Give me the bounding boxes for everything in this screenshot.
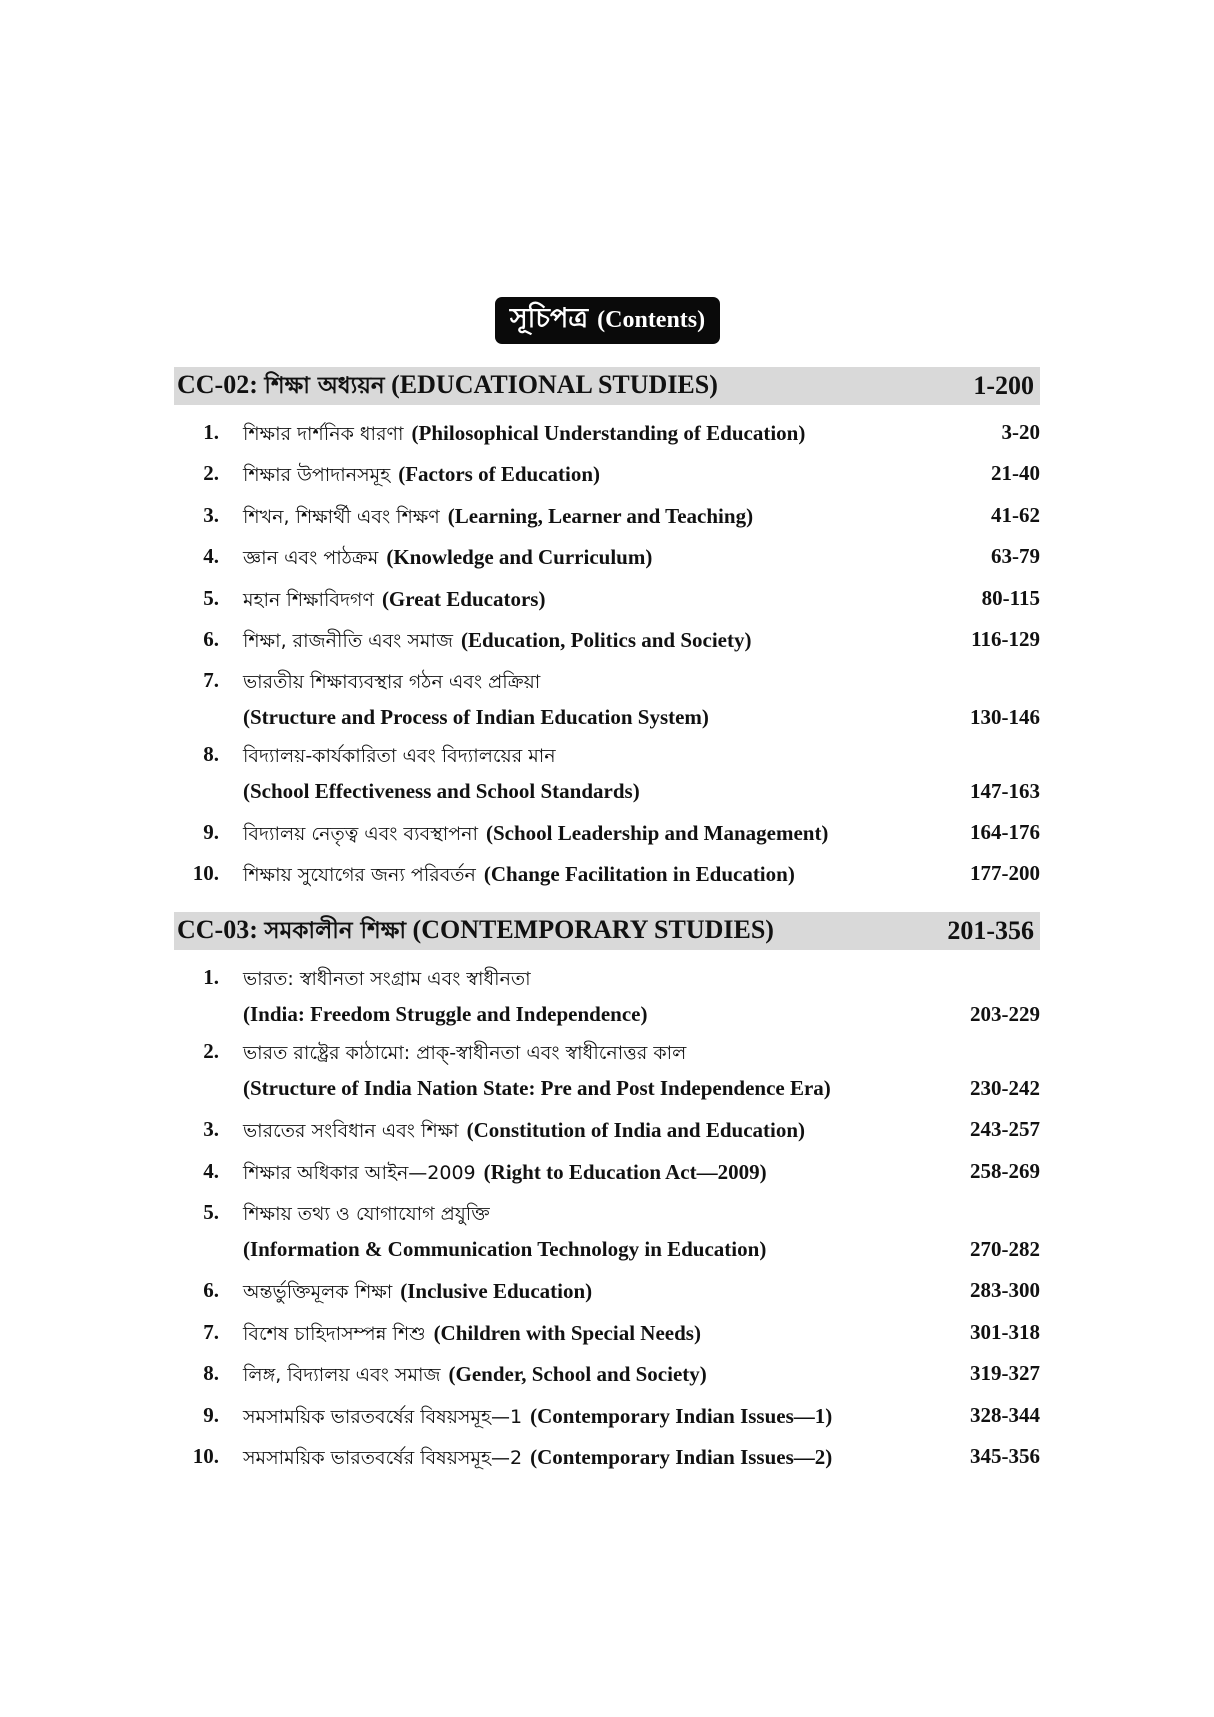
- entry-title-bengali: শিক্ষায় তথ্য ও যোগাযোগ প্রযুক্তি: [243, 1203, 490, 1225]
- entry-pages: 63-79: [991, 544, 1040, 568]
- section-title-english: (CONTEMPORARY STUDIES): [412, 914, 774, 944]
- entry-pages: 177-200: [970, 861, 1040, 885]
- contents-title: [495, 297, 720, 344]
- entry-pages: 147-163: [970, 779, 1040, 803]
- section-title-bengali: সমকালীন শিক্ষা: [264, 917, 407, 944]
- entry-title-bengali: লিঙ্গ, বিদ্যালয় এবং সমাজ: [243, 1364, 441, 1386]
- entry-pages: 41-62: [991, 503, 1040, 527]
- entry-title-bengali: ভারতের সংবিধান এবং শিক্ষা: [243, 1120, 459, 1142]
- entry-number: 9.: [203, 820, 219, 844]
- entry-title-english: (Inclusive Education): [400, 1279, 593, 1303]
- toc-entry[interactable]: [174, 668, 1040, 742]
- entry-number: 1.: [203, 420, 219, 444]
- section-title-bengali: শিক্ষা অধ্যয়ন: [264, 372, 385, 399]
- entry-number: 4.: [203, 544, 219, 568]
- entry-title-english: (Change Facilitation in Education): [483, 862, 795, 886]
- entry-title-english: (Information & Communication Technology in Education): [243, 1237, 767, 1261]
- entry-number: 7.: [203, 668, 219, 692]
- toc-entry[interactable]: [174, 1039, 1040, 1113]
- entry-title-bengali: ভারত: স্বাধীনতা সংগ্রাম এবং স্বাধীনতা: [243, 968, 531, 990]
- entry-title-english: (Philosophical Understanding of Education): [411, 421, 806, 445]
- entry-number: 3.: [203, 1117, 219, 1141]
- entry-number: 5.: [203, 586, 219, 610]
- section-pages: 1-200: [973, 371, 1034, 400]
- entry-pages: 328-344: [970, 1403, 1040, 1427]
- entry-title-english: (Constitution of India and Education): [466, 1118, 806, 1142]
- entry-title-bengali: শিক্ষায় সুযোগের জন্য পরিবর্তন: [243, 864, 476, 886]
- entry-number: 3.: [203, 503, 219, 527]
- entry-pages: 258-269: [970, 1159, 1040, 1183]
- section-header-cc02: [174, 367, 1040, 405]
- entry-pages: 3-20: [1001, 420, 1040, 444]
- entry-pages: 230-242: [970, 1076, 1040, 1100]
- entry-title-bengali: শিক্ষার দার্শনিক ধারণা: [243, 423, 404, 445]
- entry-number: 1.: [203, 965, 219, 989]
- entry-title-english: (Contemporary Indian Issues—1): [530, 1404, 833, 1428]
- section-header-cc03: [174, 912, 1040, 950]
- entry-title-bengali: শিক্ষার উপাদানসমূহ: [243, 464, 391, 486]
- entry-number: 10.: [192, 861, 219, 885]
- entry-number: 6.: [203, 627, 219, 651]
- toc-entry[interactable]: [174, 1200, 1040, 1274]
- entry-title-bengali: জ্ঞান এবং পাঠক্রম: [243, 547, 379, 569]
- section-code: CC-03:: [177, 914, 258, 944]
- entry-title-english: (Gender, School and Society): [448, 1362, 707, 1386]
- title-english: (Contents): [597, 307, 706, 333]
- entry-number: 2.: [203, 1039, 219, 1063]
- toc-entry[interactable]: [174, 965, 1040, 1039]
- entry-title-english: (Structure of India Nation State: Pre and Post Independence Era): [243, 1076, 831, 1100]
- entry-title-english: (Knowledge and Curriculum): [386, 545, 653, 569]
- entry-title-bengali: সমসাময়িক ভারতবর্ষের বিষয়সমূহ—2: [243, 1447, 523, 1469]
- entry-title-bengali: বিশেষ চাহিদাসম্পন্ন শিশু: [243, 1323, 426, 1345]
- entry-pages: 319-327: [970, 1361, 1040, 1385]
- entry-title-english: (Education, Politics and Society): [460, 628, 752, 652]
- entry-pages: 80-115: [981, 586, 1040, 610]
- entry-title-english: (India: Freedom Struggle and Independence): [243, 1002, 648, 1026]
- entry-pages: 130-146: [970, 705, 1040, 729]
- entry-title-bengali: শিখন, শিক্ষার্থী এবং শিক্ষণ: [243, 506, 440, 528]
- entry-title-bengali: ভারত রাষ্ট্রের কাঠামো: প্রাক্-স্বাধীনতা এবং স্বাধীনোত্তর কাল: [243, 1042, 687, 1064]
- entry-title-english: (Right to Education Act—2009): [483, 1160, 767, 1184]
- entry-title-english: (Contemporary Indian Issues—2): [530, 1445, 833, 1469]
- entry-number: 10.: [192, 1444, 219, 1468]
- entry-number: 8.: [203, 1361, 219, 1385]
- section-title-english: (EDUCATIONAL STUDIES): [391, 369, 718, 399]
- entry-number: 5.: [203, 1200, 219, 1224]
- entry-title-bengali: শিক্ষার অধিকার আইন—2009: [243, 1162, 476, 1184]
- entry-title-english: (School Effectiveness and School Standards): [243, 779, 640, 803]
- entry-pages: 203-229: [970, 1002, 1040, 1026]
- entry-title-bengali: বিদ্যালয় নেতৃত্ব এবং ব্যবস্থাপনা: [243, 823, 478, 845]
- entry-pages: 345-356: [970, 1444, 1040, 1468]
- entry-number: 6.: [203, 1278, 219, 1302]
- section-pages: 201-356: [947, 916, 1034, 945]
- entry-number: 9.: [203, 1403, 219, 1427]
- entry-number: 8.: [203, 742, 219, 766]
- entry-number: 4.: [203, 1159, 219, 1183]
- entry-pages: 21-40: [991, 461, 1040, 485]
- entry-title-bengali: সমসাময়িক ভারতবর্ষের বিষয়সমূহ—1: [243, 1406, 523, 1428]
- entry-pages: 270-282: [970, 1237, 1040, 1261]
- entry-title-english: (Structure and Process of Indian Education System): [243, 705, 709, 729]
- entry-title-english: (Factors of Education): [398, 462, 601, 486]
- entry-title-english: (School Leadership and Management): [486, 821, 829, 845]
- entry-title-bengali: বিদ্যালয়-কার্যকারিতা এবং বিদ্যালয়ের মান: [243, 745, 556, 767]
- entry-number: 7.: [203, 1320, 219, 1344]
- entry-pages: 243-257: [970, 1117, 1040, 1141]
- title-bengali: সূচিপত্র: [509, 303, 589, 334]
- entry-title-english: (Children with Special Needs): [433, 1321, 701, 1345]
- entry-title-bengali: শিক্ষা, রাজনীতি এবং সমাজ: [243, 630, 453, 652]
- entry-title-english: (Learning, Learner and Teaching): [447, 504, 754, 528]
- entry-title-bengali: অন্তর্ভুক্তিমূলক শিক্ষা: [243, 1281, 393, 1303]
- entry-number: 2.: [203, 461, 219, 485]
- section-title: [177, 367, 718, 406]
- entry-pages: 283-300: [970, 1278, 1040, 1302]
- entry-pages: 116-129: [971, 627, 1040, 651]
- toc-entry[interactable]: [174, 742, 1040, 816]
- section-code: CC-02:: [177, 369, 258, 399]
- entry-title-bengali: মহান শিক্ষাবিদগণ: [243, 589, 374, 611]
- entry-title-bengali: ভারতীয় শিক্ষাব্যবস্থার গঠন এবং প্রক্রিয়া: [243, 671, 541, 693]
- entry-pages: 164-176: [970, 820, 1040, 844]
- section-title: [177, 912, 774, 951]
- entry-pages: 301-318: [970, 1320, 1040, 1344]
- entry-title-english: (Great Educators): [381, 587, 546, 611]
